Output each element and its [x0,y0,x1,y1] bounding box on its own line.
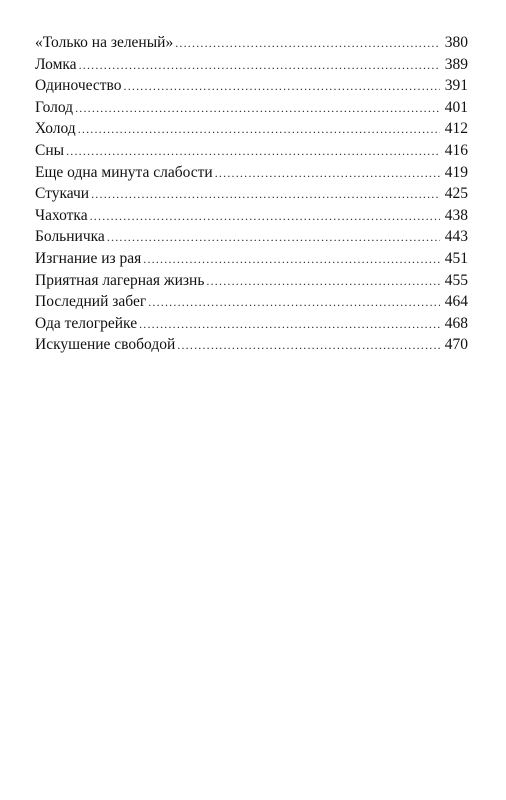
toc-dot-leader [215,163,440,185]
toc-entry-page: 416 [444,141,468,159]
toc-entry [35,97,468,119]
toc-dot-leader [148,292,440,314]
toc-entry-title: Ода телогрейке [35,314,138,332]
toc-dot-leader [206,271,440,293]
toc-entry-page: 391 [444,77,468,95]
toc-dot-leader [78,119,440,141]
toc-entry [35,162,468,184]
toc-entry-title: Сны [35,141,65,159]
toc-entry-title: Больничка [35,228,105,246]
toc-entry [35,75,468,97]
toc-entry-title: Изгнание из рая [35,249,142,267]
toc-entry [35,313,468,335]
toc-entry-page: 425 [444,185,468,203]
toc-entry-title: Ломка [35,55,77,73]
toc-dot-leader [139,314,440,336]
toc-entry-page: 470 [444,336,468,354]
toc-dot-leader [177,335,440,357]
toc-entry-page: 412 [444,120,468,138]
toc-dot-leader [91,184,440,206]
toc-entry-title: Одиночество [35,77,122,95]
toc-entry-page: 468 [444,314,468,332]
toc-entry [35,270,468,292]
toc-entry-title: «Только на зеленый» [35,34,174,51]
toc-entry [35,248,468,270]
toc-entry [35,118,468,140]
toc-entry [35,226,468,248]
toc-dot-leader [79,55,440,77]
toc-entry-title: Искушение свободой [35,336,176,354]
toc-entry [35,291,468,313]
toc-dot-leader [75,98,440,120]
toc-entry [35,54,468,76]
toc-entry-page: 389 [444,55,468,73]
toc-entry-page: 464 [444,293,468,311]
toc-entry-title: Холод [35,120,76,138]
toc-entry-page: 419 [444,163,468,181]
toc-dot-leader [124,76,441,98]
toc-entry [35,140,468,162]
toc-entry [35,32,468,54]
toc-entry-page: 455 [444,271,468,289]
toc-dot-leader [143,249,440,271]
toc-entry-page: 401 [444,98,468,116]
toc-entry-page: 438 [444,206,468,224]
toc-entry [35,183,468,205]
toc-dot-leader [66,141,440,163]
toc-entry-title: Чахотка [35,206,88,224]
toc-entry [35,334,468,356]
toc-entry-title: Стукачи [35,185,90,203]
toc-entry-page: 443 [444,228,468,246]
toc-entry-page: 451 [444,249,468,267]
toc-entry-page: 380 [444,34,468,51]
toc-entry [35,205,468,227]
toc-dot-leader [107,227,440,249]
table-of-contents [35,32,468,356]
toc-dot-leader [175,33,440,55]
toc-entry-title: Голод [35,98,74,116]
toc-dot-leader [90,206,440,228]
toc-entry-title: Приятная лагерная жизнь [35,271,205,289]
toc-entry-title: Последний забег [35,293,147,311]
toc-entry-title: Еще одна минута слабости [35,163,213,181]
